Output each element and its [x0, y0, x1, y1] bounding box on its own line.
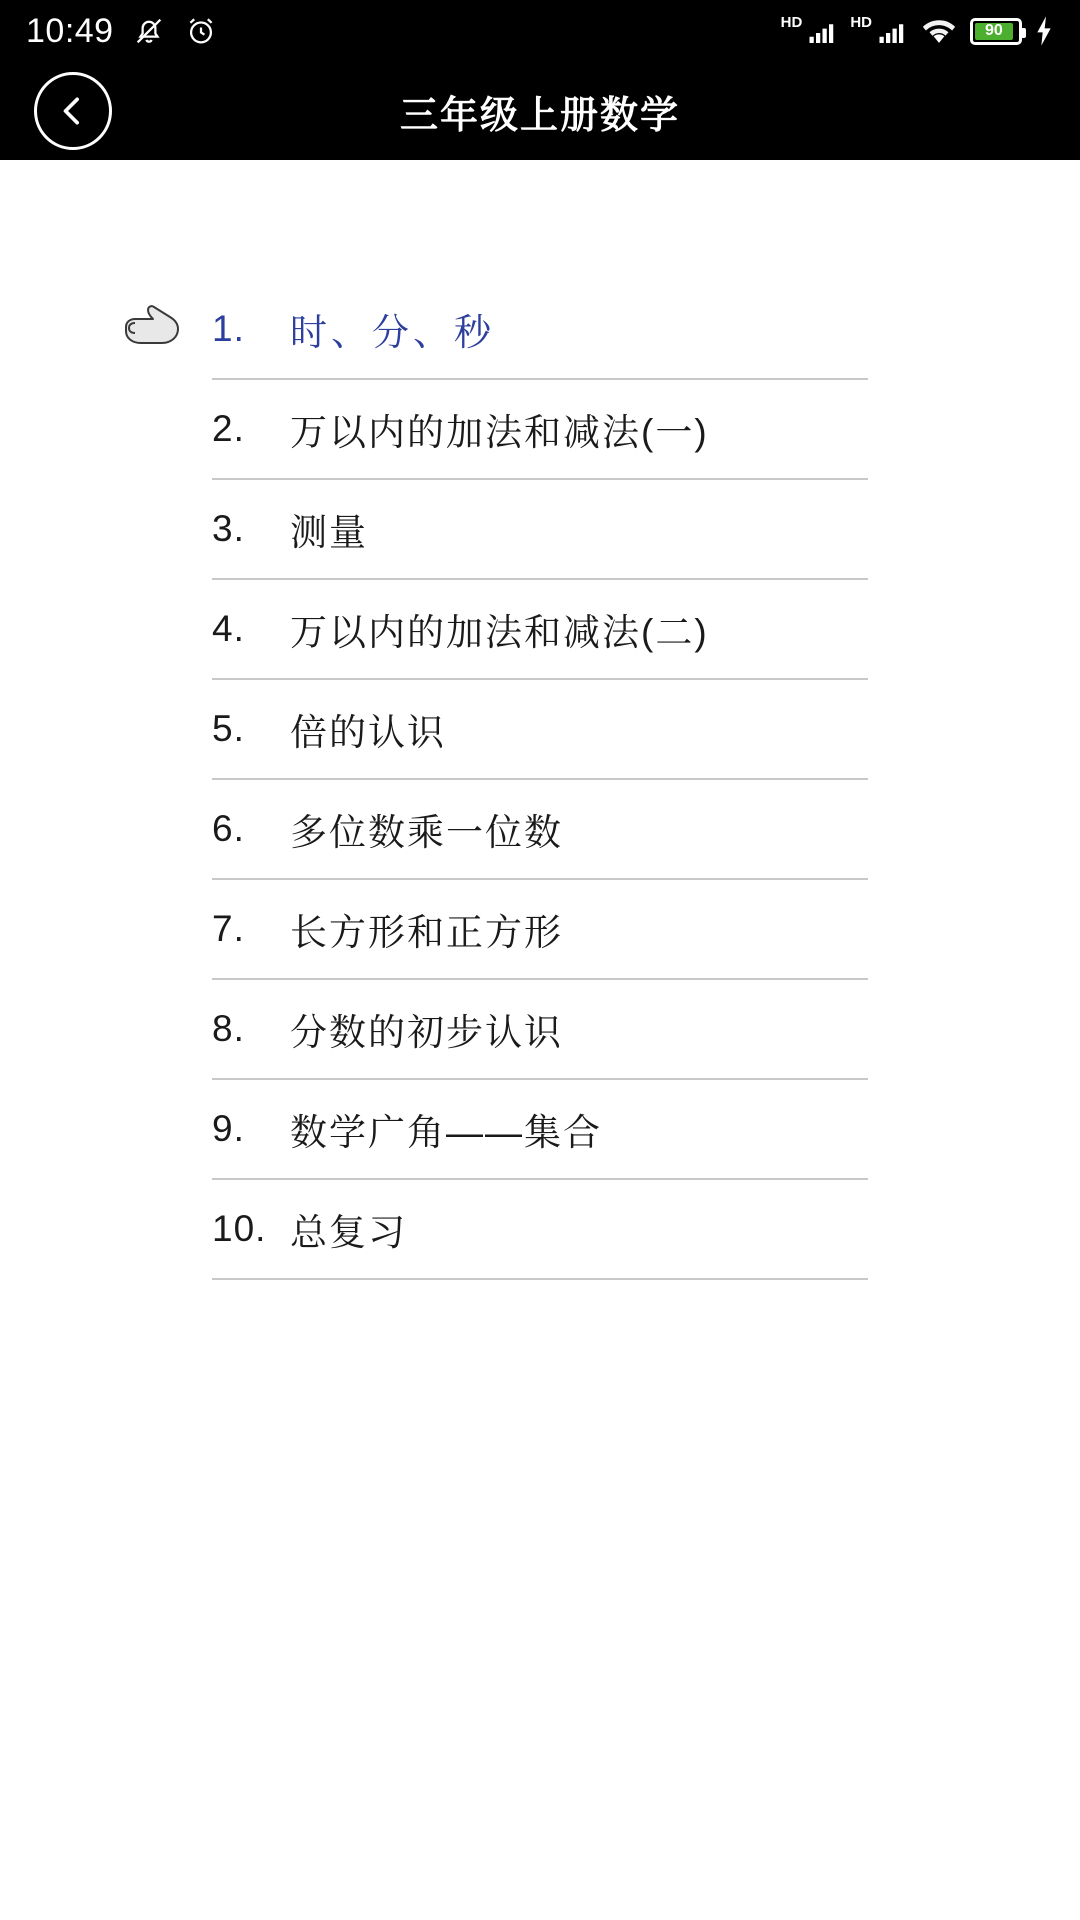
- battery-fill: [975, 23, 1013, 40]
- status-bar-right: [781, 15, 1054, 48]
- list-item-number: 10.: [212, 1208, 267, 1249]
- chevron-left-icon: [53, 91, 93, 131]
- list-item-number: 8.: [212, 1008, 245, 1049]
- mute-bell-icon: [132, 14, 166, 48]
- status-time: 10:49: [26, 11, 114, 50]
- list-item-label: 倍的认识: [290, 712, 446, 753]
- content-area: [0, 160, 1080, 1280]
- hd-label: HD: [780, 13, 803, 31]
- list-item[interactable]: [212, 480, 868, 580]
- list-item-label: 分数的初步认识: [290, 1012, 563, 1053]
- list-item-number: 4.: [212, 608, 245, 649]
- list-item-number: 9.: [212, 1108, 245, 1149]
- list-item[interactable]: [212, 680, 868, 780]
- hd-signal-icon: [781, 15, 839, 48]
- list-item[interactable]: [212, 580, 868, 680]
- battery-percent: 90: [985, 22, 1003, 39]
- list-item-number: 2.: [212, 408, 245, 449]
- list-item-number: 6.: [212, 808, 245, 849]
- page-title: 三年级上册数学: [399, 94, 680, 137]
- app-bar: [0, 62, 1080, 160]
- hd-label: HD: [850, 13, 872, 31]
- list-item-number: 1.: [212, 308, 245, 349]
- hd-signal-icon: [850, 15, 908, 48]
- status-bar-left: [26, 12, 218, 51]
- status-bar: [0, 0, 1080, 62]
- list-item-label: 多位数乘一位数: [290, 812, 563, 853]
- list-item[interactable]: [212, 1180, 868, 1280]
- wifi-icon: [920, 15, 958, 47]
- list-item-label: 总复习: [290, 1212, 407, 1253]
- list-item-label: 长方形和正方形: [290, 912, 563, 953]
- list-item[interactable]: [212, 780, 868, 880]
- list-item[interactable]: [212, 280, 868, 380]
- list-item-number: 7.: [212, 908, 245, 949]
- list-item[interactable]: [212, 880, 868, 980]
- list-item-label: 时、分、秒: [290, 312, 495, 353]
- pointing-hand-icon: [120, 301, 200, 357]
- list-item-number: 5.: [212, 708, 245, 749]
- battery-icon: [970, 18, 1022, 45]
- charging-bolt-icon: [1034, 15, 1054, 47]
- list-item[interactable]: [212, 380, 868, 480]
- alarm-clock-icon: [184, 14, 218, 48]
- list-item-label: 数学广角——集合: [290, 1112, 602, 1153]
- table-of-contents: [212, 280, 868, 1280]
- list-item-number: 3.: [212, 508, 245, 549]
- list-item-label: 万以内的加法和减法(二): [290, 612, 709, 653]
- list-item[interactable]: [212, 1080, 868, 1180]
- list-item[interactable]: [212, 980, 868, 1080]
- list-item-label: 测量: [290, 512, 368, 553]
- back-button[interactable]: [34, 72, 112, 150]
- list-item-label: 万以内的加法和减法(一): [290, 412, 709, 453]
